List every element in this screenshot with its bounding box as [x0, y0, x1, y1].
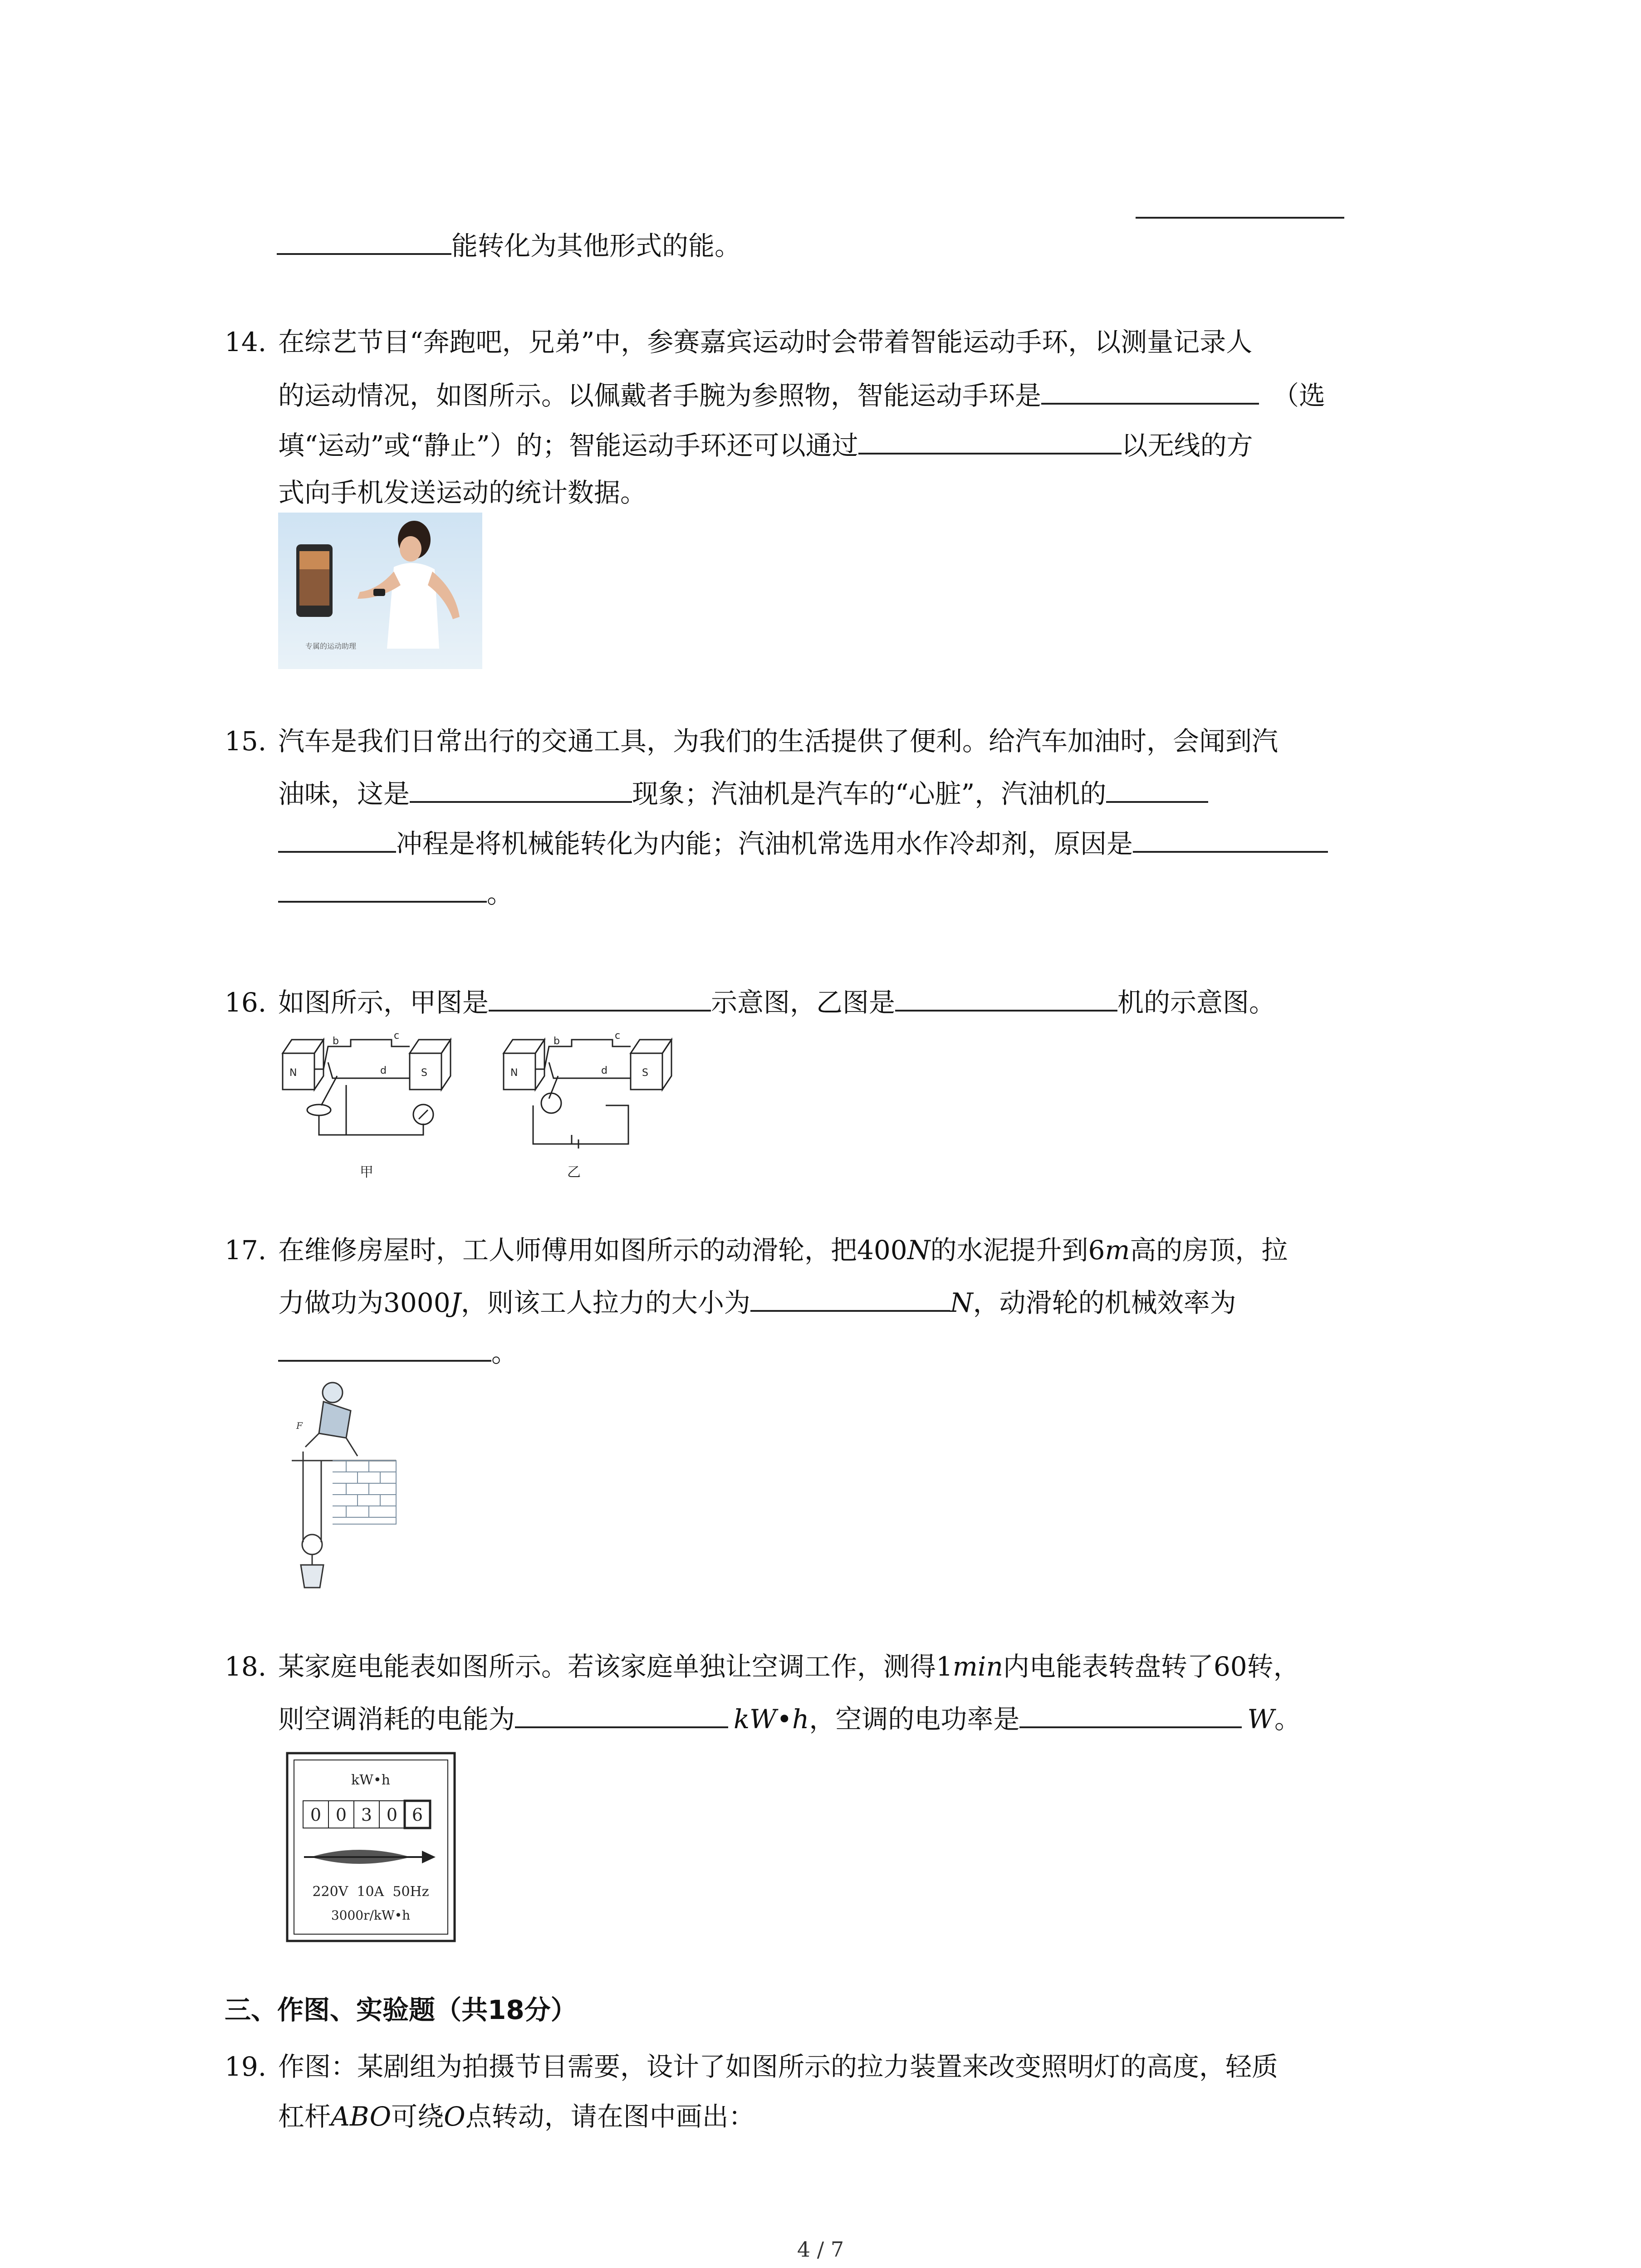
meter-digit: 6: [411, 1805, 423, 1825]
question-number: 14.: [225, 327, 267, 357]
question-15-line-1: 15. 汽车是我们日常出行的交通工具，为我们的生活提供了便利。给汽车加油时，会闻到汽: [225, 726, 1279, 757]
phone-caption: 专属的运动助理: [305, 642, 357, 650]
svg-text:b: b: [554, 1036, 560, 1047]
question-15-line-3: 冲程是将机械能转化为内能；汽油机常选用水作冷却剂，原因是: [278, 825, 1328, 860]
answer-blank[interactable]: [858, 426, 1122, 455]
svg-text:d: d: [601, 1065, 607, 1076]
svg-text:c: c: [615, 1030, 621, 1041]
answer-blank[interactable]: [515, 1700, 728, 1728]
meter-digit: 3: [361, 1805, 372, 1825]
answer-blank[interactable]: [1041, 376, 1259, 405]
figure-yi-motor-diagram: [499, 1026, 681, 1183]
answer-blank[interactable]: [1136, 191, 1344, 226]
meter-specs: 220V 10A 50Hz: [312, 1884, 429, 1900]
answer-blank[interactable]: [410, 775, 632, 803]
answer-blank[interactable]: [278, 1334, 491, 1362]
question-14-line-3: 填“运动”或“静止”）的；智能运动手环还可以通过 以无线的方: [278, 426, 1253, 462]
section-3-heading: 三、作图、实验题（共18分）: [225, 1994, 577, 2025]
question-18-line-1: 18. 某家庭电能表如图所示。若该家庭单独让空调工作，测得1min内电能表转盘转了60转，: [225, 1651, 1300, 1682]
answer-blank[interactable]: [278, 825, 396, 853]
question-15-line-2: 油味，这是 现象；汽油机是汽车的“心脏”，汽油机的: [278, 775, 1208, 810]
meter-digit: 0: [335, 1805, 347, 1825]
answer-blank[interactable]: [489, 983, 711, 1012]
force-label: F: [296, 1420, 303, 1431]
question-19-line-2: 杠杆ABO可绕O点转动，请在图中画出：: [278, 2101, 755, 2132]
svg-text:N: N: [510, 1067, 518, 1079]
svg-text:c: c: [394, 1030, 400, 1041]
question-number: 18.: [225, 1651, 267, 1682]
svg-text:S: S: [421, 1067, 427, 1079]
q13-tail-line: 能转化为其他形式的能。: [277, 227, 741, 262]
question-15-line-4: 。: [278, 875, 513, 910]
figure-caption-yi: 乙: [567, 1164, 581, 1180]
question-number: 15.: [225, 726, 267, 757]
question-16-line-1: 16. 如图所示，甲图是 示意图，乙图是 机的示意图。: [225, 983, 1275, 1019]
question-18-line-2: 则空调消耗的电能为 kW•h，空调的电功率是 W。: [278, 1700, 1301, 1735]
svg-text:N: N: [289, 1067, 297, 1079]
answer-blank[interactable]: [1019, 1700, 1242, 1728]
answer-blank[interactable]: [1106, 775, 1208, 803]
wristband-icon: [373, 589, 385, 596]
runner-with-wristband-photo: [278, 513, 482, 669]
svg-text:b: b: [333, 1036, 339, 1047]
page-number: 4 / 7: [797, 2237, 844, 2262]
meter-unit-label: kW•h: [351, 1772, 391, 1788]
question-14-line-4: 式向手机发送运动的统计数据。: [278, 477, 647, 508]
worker-pulley-diagram: [278, 1374, 401, 1592]
answer-blank[interactable]: [750, 1284, 950, 1312]
svg-text:S: S: [642, 1067, 648, 1079]
question-14-line-2: 的运动情况，如图所示。以佩戴者手腕为参照物，智能运动手环是 （选: [278, 376, 1325, 412]
answer-blank[interactable]: [895, 983, 1117, 1012]
figure-caption-jia: 甲: [360, 1164, 373, 1180]
question-17-line-3: 。: [278, 1334, 518, 1369]
answer-blank[interactable]: [1133, 825, 1328, 853]
question-number: 19.: [225, 2051, 267, 2082]
meter-rate: 3000r/kW•h: [331, 1908, 411, 1923]
figure-jia-generator-diagram: [278, 1026, 460, 1183]
question-number: 16.: [225, 987, 267, 1018]
answer-blank[interactable]: [277, 227, 451, 255]
question-17-line-2: 力做功为3000J，则该工人拉力的大小为 N，动滑轮的机械效率为: [278, 1284, 1236, 1319]
electricity-meter-diagram: [286, 1752, 456, 1942]
svg-text:d: d: [380, 1065, 387, 1076]
answer-blank[interactable]: [278, 875, 487, 903]
question-number: 17.: [225, 1235, 267, 1266]
question-14-line-1: 14. 在综艺节目“奔跑吧，兄弟”中，参赛嘉宾运动时会带着智能运动手环，以测量记录人: [225, 327, 1253, 357]
meter-digit: 0: [386, 1805, 398, 1825]
question-19-line-1: 19. 作图：某剧组为拍摄节目需要，设计了如图所示的拉力装置来改变照明灯的高度，轻质: [225, 2051, 1279, 2082]
meter-digit: 0: [310, 1805, 322, 1825]
question-17-line-1: 17. 在维修房屋时，工人师傅用如图所示的动滑轮，把400N的水泥提升到6m高的房顶，拉: [225, 1235, 1288, 1266]
